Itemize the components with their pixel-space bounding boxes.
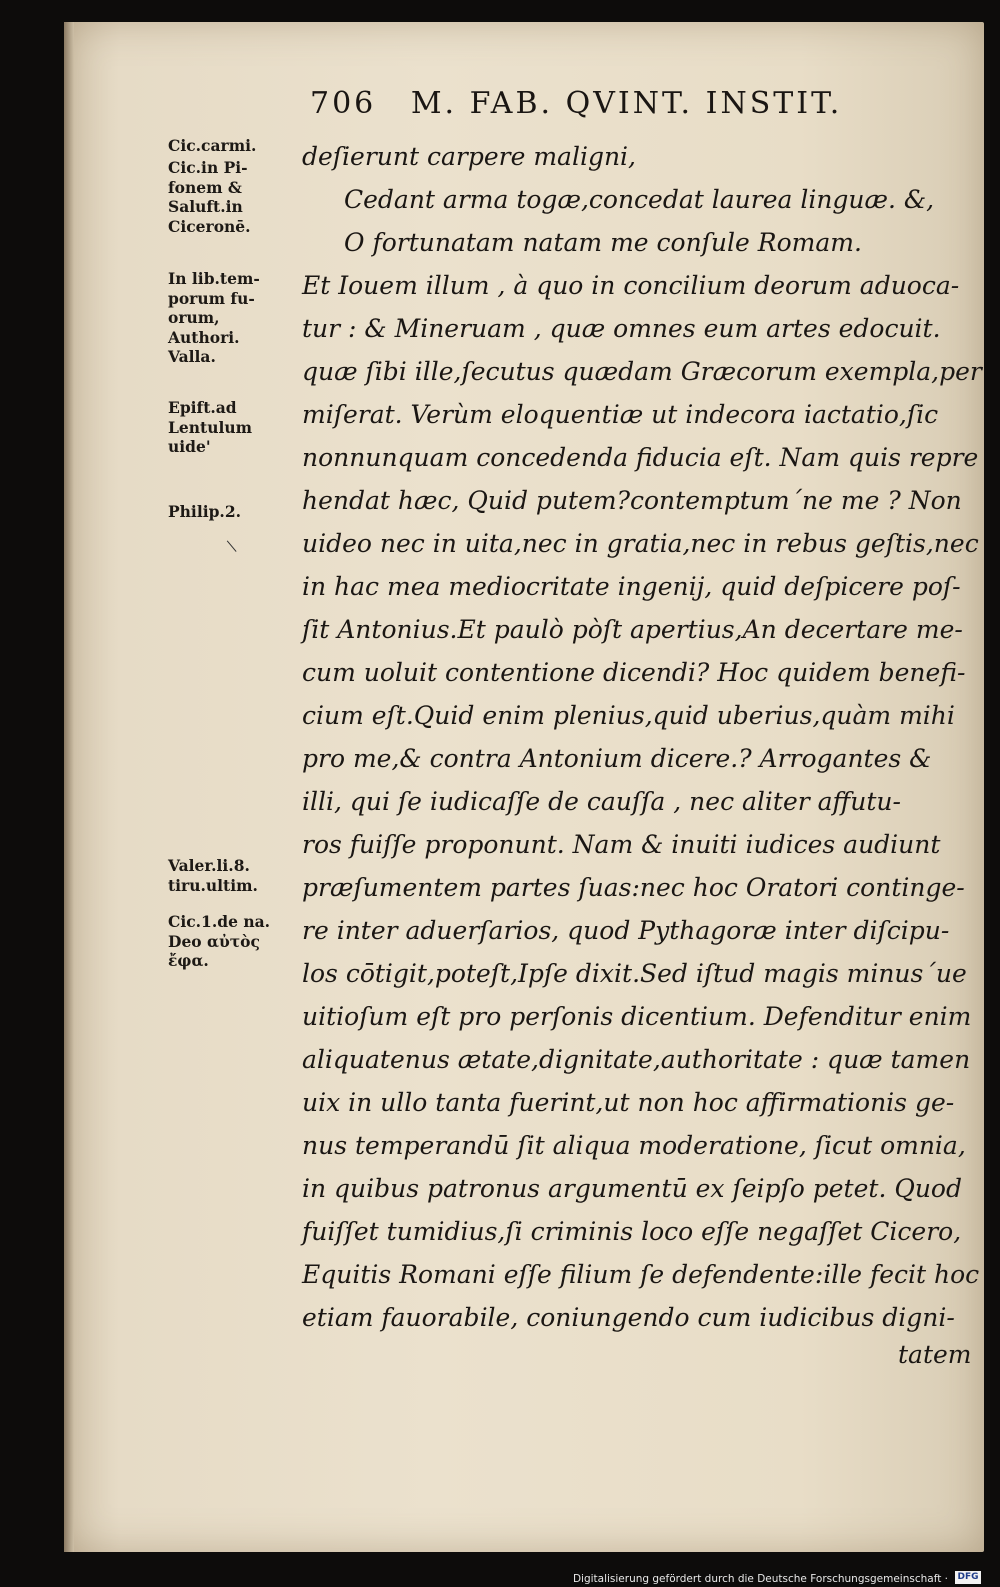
margin-notes [168, 136, 298, 996]
text-line: uitioſum eſt pro perſonis dicentium. Defenditur enim [302, 1002, 972, 1031]
margin-note-line: orum, [168, 308, 220, 327]
margin-note-line: Ciceronē. [168, 216, 251, 236]
margin-note-line: fonem & [168, 177, 242, 197]
margin-note-line: uide' [168, 437, 211, 456]
text-line: ſit Antonius.Et paulò pòſt apertius,An decertare me- [302, 615, 963, 644]
text-line: fuiſſet tumidius,ſi criminis loco eſſe negaſſet Cicero, [302, 1217, 962, 1246]
text-line: cium eſt.Quid enim plenius,quid uberius,quàm mihi [302, 701, 955, 730]
running-head-title: M. FAB. QVINT. INSTIT. [410, 86, 843, 121]
text-line: ros fuiſſe proponunt. Nam & inuiti iudices audiunt [302, 830, 941, 859]
text-line: Cedant arma togæ,concedat laurea linguæ. &, [344, 185, 935, 214]
margin-note-line: tiru.ultim. [168, 875, 258, 895]
text-line: cum uoluit contentione dicendi? Hoc quidem benefi- [302, 658, 966, 687]
margin-note-line: Valer.li.8. [168, 856, 250, 875]
margin-note [168, 398, 252, 457]
text-line: uix in ullo tanta fuerint,ut non hoc affirmationis ge- [302, 1088, 955, 1117]
text-line: nus temperandū ſit aliqua moderatione, ſicut omnia, [302, 1131, 966, 1160]
text-line: etiam fauorabile, coniungendo cum iudicibus digni- [302, 1303, 955, 1332]
text-line: illi, qui ſe iudicaſſe de cauſſa , nec aliter affutu- [302, 787, 901, 816]
text-line: uideo nec in uita,nec in gratia,nec in rebus geſtis,nec [302, 529, 979, 558]
text-line: Equitis Romani eſſe filium ſe defendente:ille fecit hoc [302, 1260, 980, 1289]
margin-note-line: Lentulum [168, 417, 253, 437]
margin-note-line: Epift.ad [168, 398, 237, 417]
text-line: hendat hæc, Quid putem?contemptum´ne me ? Non [302, 486, 962, 515]
text-line: O fortunatam natam me conſule Romam. [344, 228, 862, 257]
margin-note-line: ἔφα. [168, 951, 209, 970]
margin-note-line: Cic.in Pi- [168, 158, 248, 177]
text-line: deſierunt carpere maligni, [302, 142, 636, 171]
text-line: tur : & Mineruam , quæ omnes eum artes edocuit. [302, 314, 941, 343]
running-head [310, 86, 970, 130]
dfg-logo: DFG [955, 1571, 981, 1584]
margin-note-line: Authori. [168, 327, 240, 347]
text-line: los cōtigit,poteſt,Ipſe dixit.Sed iſtud magis minus´ue [302, 959, 967, 988]
text-line: præſumentem partes ſuas:nec hoc Oratori continge- [302, 873, 965, 902]
digitization-credit: Digitalisierung gefördert durch die Deutsche Forschungsgemeinschaft · [572, 1573, 948, 1585]
page-number: 706 [310, 86, 377, 121]
text-line: nonnunquam concedenda fiducia eſt. Nam quis repre [302, 443, 979, 472]
margin-note-line: Saluft.in [168, 197, 243, 216]
text-line: in quibus patronus argumentū ex ſeipſo petet. Quod [302, 1174, 962, 1203]
margin-note-line: Cic.carmi. [168, 136, 257, 155]
text-line: quæ ſibi ille,ſecutus quædam Græcorum exempla,per [302, 357, 982, 386]
margin-note [168, 158, 251, 236]
text-line: aliquatenus ætate,dignitate,authoritate : quæ tamen [302, 1045, 971, 1074]
catchword: tatem [898, 1340, 972, 1369]
margin-note [168, 856, 258, 895]
margin-note-line: Deo αὐτὸς [168, 931, 260, 951]
margin-note [168, 136, 256, 156]
margin-note-line: Valla. [168, 347, 216, 366]
text-line: pro me,& contra Antonium dicere.? Arrogantes & [302, 744, 932, 773]
margin-note-line: Philip.2. [168, 502, 242, 521]
margin-note [168, 502, 241, 522]
margin-note [168, 912, 270, 971]
margin-note-line: porum fu- [168, 288, 255, 308]
text-line: re inter aduerſarios, quod Pythagoræ inter diſcipu- [302, 916, 950, 945]
margin-note-line: In lib.tem- [168, 269, 260, 288]
text-line: in hac mea mediocritate ingenij, quid deſpicere poſ- [302, 572, 961, 601]
text-line: Et Iouem illum , à quo in concilium deorum aduoca- [302, 271, 960, 300]
page-gutter-shadow [64, 22, 74, 1552]
text-line: miſerat. Verùm eloquentiæ ut indecora iactatio,ſic [302, 400, 939, 429]
margin-note-line: Cic.1.de na. [168, 912, 271, 931]
margin-note [168, 269, 260, 367]
